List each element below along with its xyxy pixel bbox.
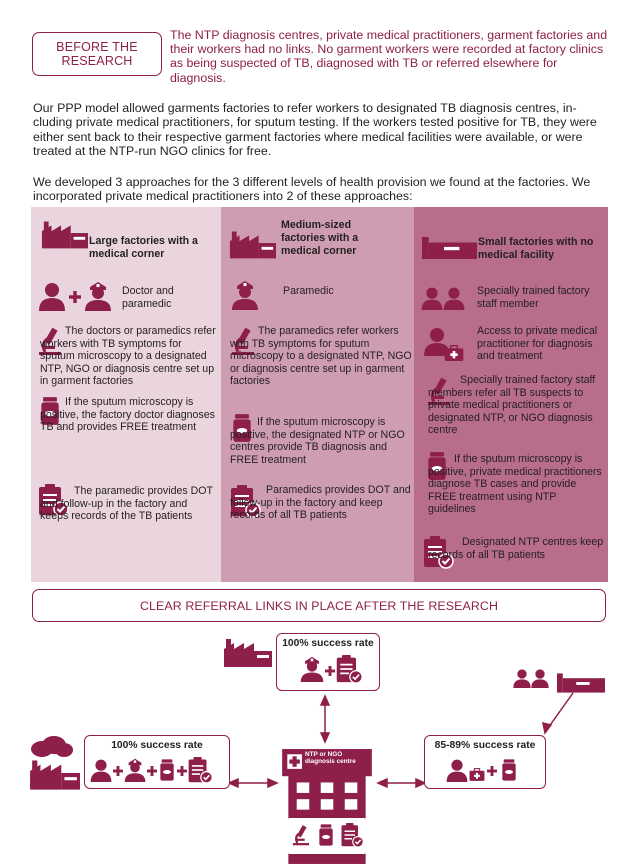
ntp-ngo-diagnosis-centre — [282, 748, 372, 865]
plus-icon — [325, 666, 335, 676]
female-staff-icon — [512, 665, 532, 691]
plus-icon — [113, 766, 123, 776]
medicine-bottle-icon — [316, 822, 336, 848]
after-the-research-label: CLEAR REFERRAL LINKS IN PLACE AFTER THE RESEARCH — [32, 589, 606, 622]
small-access-text: Access to private medical practitioner for diagnosis and treatment — [477, 325, 598, 363]
small-records-text: Designated NTP centres keep records of all TB patients — [428, 536, 604, 561]
male-staff-icon — [530, 665, 550, 691]
doctor-icon — [89, 756, 113, 784]
factory-icon — [222, 637, 272, 667]
clipboard-check-icon — [187, 756, 213, 784]
large-records-text: The paramedic provides DOT and follow-up in the factory and keeps records of the TB patients — [40, 485, 213, 523]
large-treat-text: If the sputum microscopy is positive, the factory doctor diagnoses TB and provides FREE treatment — [40, 396, 215, 434]
medium-records-text: Paramedics provides DOT and follow-up in the factory and keep records of all TB patients — [230, 484, 411, 522]
intro-paragraph-model: Our PPP model allowed garments factories to refer workers to designated TB diagnosis centres, in-cluding private medical practitioners, for sputum testing. If the workers tested positive for TB, they were either sent back to their respective garment factories where medical facilities were available, or were treated at the NTP-run NGO clinics for free. — [33, 101, 597, 158]
left-success-box — [84, 735, 230, 789]
nurse-icon — [123, 756, 147, 784]
factory-icon — [28, 758, 80, 790]
nurse-icon — [299, 654, 325, 684]
cloud-icon — [30, 736, 74, 758]
top-success-box — [276, 633, 380, 691]
small-factory-icon — [557, 673, 605, 693]
medium-staff-text: Paramedic — [283, 285, 334, 297]
large-factories-title: Large factories with a medical corner — [89, 235, 198, 260]
medium-refer-text: The paramedics refer workers with TB symptoms for sputum microscopy to a designated NTP, NGO or diagnosis centre set up in garment factories — [230, 325, 412, 388]
medium-treat-text: If the sputum microscopy is positive, the designated NTP or NGO centres provide TB diagnosis and FREE treatment — [230, 416, 405, 466]
clipboard-check-icon — [340, 822, 364, 848]
large-staff-text: Doctor and paramedic — [122, 285, 174, 310]
large-refer-text: The doctors or paramedics refer workers with TB symptoms for sputum microscopy to a designated NTP, NGO or diagnosis centre set up in garment factories — [40, 325, 216, 388]
before-the-research-label: BEFORE THE RESEARCH — [32, 32, 162, 76]
small-refer-text: Specially trained factory staff members refer all TB suspects to private medical practitioners or designated NTP, or NGO diagnosis centre — [428, 374, 596, 437]
intro-paragraph-approaches: We developed 3 approaches for the 3 different levels of health provision we found at the factories. We incorporated private medical practitioners into 2 of these approaches: — [33, 175, 591, 204]
doctor-icon — [445, 756, 469, 784]
microscope-icon — [290, 822, 312, 848]
medical-kit-icon — [469, 768, 485, 781]
medicine-bottle-icon — [157, 757, 177, 783]
centre-panel — [288, 818, 366, 854]
plus-icon — [487, 766, 497, 776]
medium-factories-title: Medium-sized factories with a medical corner — [281, 219, 359, 257]
small-treat-text: If the sputum microscopy is positive, private medical practitioners diagnose TB cases and provide FREE treatment using NTP guidelines — [428, 453, 602, 516]
right-success-box — [424, 735, 546, 789]
top-success-rate: 100% success rate — [282, 638, 374, 649]
plus-icon — [177, 766, 187, 776]
right-success-rate: 85-89% success rate — [434, 740, 536, 751]
left-success-rate: 100% success rate — [111, 740, 203, 751]
plus-icon — [147, 766, 157, 776]
small-factories-title: Small factories with no medical facility — [478, 236, 594, 261]
before-research-description: The NTP diagnosis centres, private medical practitioners, garment factories and their workers had no links. No garment workers were recorded at factory clinics as being suspected of TB, diagnosed with TB or referred elsewhere for diagnosis. — [170, 28, 608, 85]
medicine-bottle-icon — [499, 757, 519, 783]
small-staff-text: Specially trained factory staff member — [477, 285, 590, 310]
clipboard-check-icon — [335, 654, 363, 684]
centre-label: NTP or NGO diagnosis centre — [305, 751, 356, 766]
